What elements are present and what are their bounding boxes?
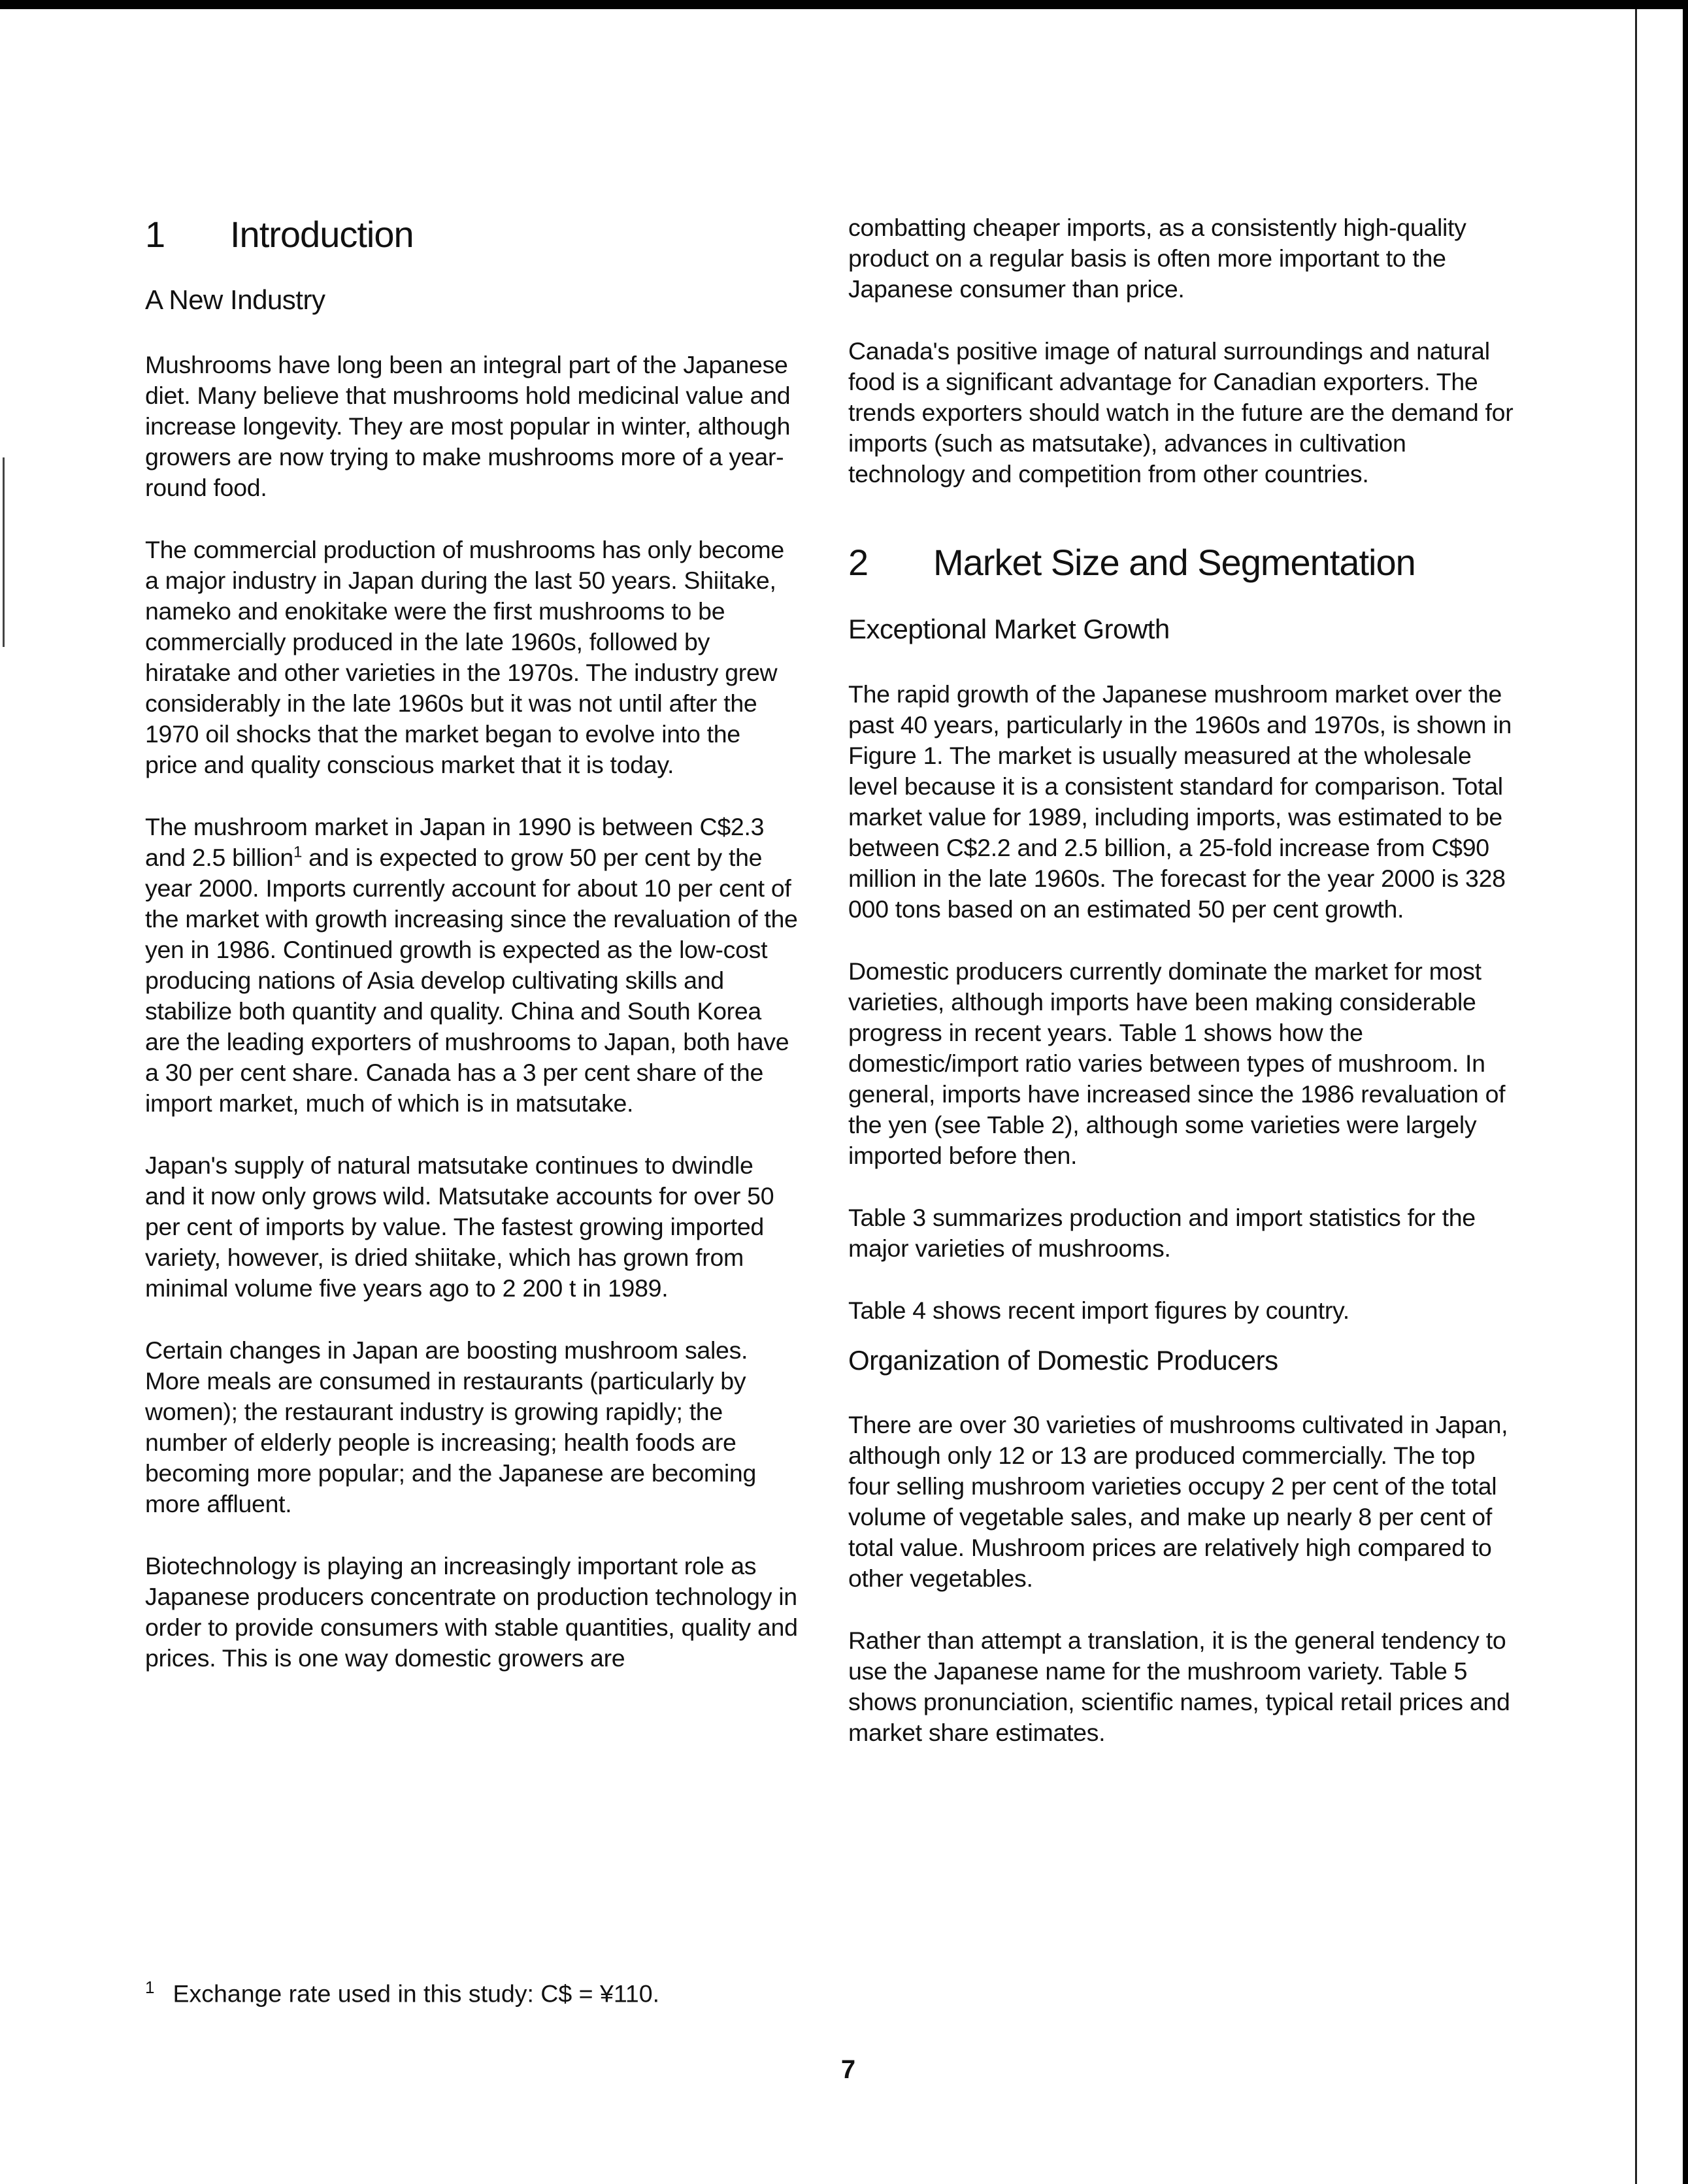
scan-top-border <box>0 0 1688 9</box>
footnote <box>145 1972 799 2010</box>
section-2-heading <box>848 540 1515 584</box>
footnote-text: Exchange rate used in this study: C$ = ¥110. <box>173 1979 660 2008</box>
paragraph: Domestic producers currently dominate the market for most varieties, although imports have been making considerable progress in recent years. Table 1 shows how the domestic/import ratio varies between types of mushroom. In general, imports have increased since the 1986 revaluation of the yen (see Table 2), although some varieties were largely imported before then. <box>848 957 1506 1169</box>
paragraph: Canada's positive image of natural surroundings and natural food is a significant advantage for Canadian exporters. The trends exporters should watch in the future are the demand for imports (such as matsutake), advances in cultivation technology and competition from other countries. <box>848 337 1514 488</box>
paragraph-with-footnote <box>145 812 799 1119</box>
paragraph: combatting cheaper imports, as a consistently high-quality product on a regular basis is often more important to the Japanese consumer than price. <box>848 214 1466 303</box>
section-1-heading <box>145 212 799 256</box>
scan-right-border <box>1683 0 1688 2184</box>
paragraph: Table 4 shows recent import figures by country. <box>848 1296 1349 1324</box>
section-number: 2 <box>848 542 869 583</box>
right-column <box>848 212 1515 1748</box>
paragraph: The commercial production of mushrooms has only become a major industry in Japan during the last 50 years. Shiitake, nameko and enokitake were the first mushrooms to be commercially produced in the late 1960s, followed by hiratake and other varieties in the 1970s. The industry grew considerably in the late 1960s but it was not until after the 1970 oil shocks that the market began to evolve into the price and quality conscious market that it is today. <box>145 535 784 778</box>
page-number: 7 <box>840 2055 856 2084</box>
paragraph: Certain changes in Japan are boosting mushroom sales. More meals are consumed in restaurants (particularly by women); the restaurant industry is growing rapidly; the number of elderly people is increasing; health foods are becoming more popular; and the Japanese are becoming more affluent. <box>145 1336 757 1517</box>
paragraph: Japan's supply of natural matsutake continues to dwindle and it now only grows wild. Matsutake accounts for over 50 per cent of imports by value. The fastest growing imported variety, however, is dried shiitake, which has grown from minimal volume five years ago to 2 200 t in 1989. <box>145 1151 774 1302</box>
section-number: 1 <box>145 214 165 255</box>
paragraph: Rather than attempt a translation, it is the general tendency to use the Japanese name for the mushroom variety. Table 5 shows pronunciation, scientific names, typical retail prices and market share estimates. <box>848 1626 1510 1746</box>
scan-left-mark <box>3 457 5 647</box>
footnote-mark: 1 <box>145 1977 155 1997</box>
paragraph-text: The mushroom market in Japan in 1990 is between C$2.3 and 2.5 billion <box>145 812 765 871</box>
subsection-heading: Exceptional Market Growth <box>848 614 1170 645</box>
paragraph: Biotechnology is playing an increasingly important role as Japanese producers concentrate on production technology in order to provide consumers with stable quantities, quality and prices. This is one way domestic growers are <box>145 1551 798 1672</box>
paragraph: Table 3 summarizes production and import statistics for the major varieties of mushrooms. <box>848 1203 1476 1262</box>
scan-right-line <box>1635 9 1637 2184</box>
section-title: Introduction <box>230 214 414 255</box>
subsection-heading: Organization of Domestic Producers <box>848 1344 1278 1376</box>
left-column <box>145 212 799 1674</box>
section-title: Market Size and Segmentation <box>933 542 1415 583</box>
paragraph: Mushrooms have long been an integral part of the Japanese diet. Many believe that mushrooms hold medicinal value and increase longevity. They are most popular in winter, although growers are now trying to make mushrooms more of a year-round food. <box>145 350 791 501</box>
footnote-reference: 1 <box>293 843 302 861</box>
paragraph-text: and is expected to grow 50 per cent by the year 2000. Imports currently account for about 10 per cent of the market with growth increasing since the revaluation of the yen in 1986. Continued growth is expected as the low-cost producing nations of Asia develop cultivating skills and stabilize both quantity and quality. China and South Korea are the leading exporters of mushrooms to Japan, both have a 30 per cent share. Canada has a 3 per cent share of the import market, much of which is in matsutake. <box>145 843 798 1117</box>
paragraph: There are over 30 varieties of mushrooms cultivated in Japan, although only 12 or 13 are produced commercially. The top four selling mushroom varieties occupy 2 per cent of the total volume of vegetable sales, and make up nearly 8 per cent of total value. Mushroom prices are relatively high compared to other vegetables. <box>848 1410 1508 1592</box>
subsection-heading: A New Industry <box>145 284 325 316</box>
paragraph: The rapid growth of the Japanese mushroom market over the past 40 years, particularly in the 1960s and 1970s, is shown in Figure 1. The market is usually measured at the wholesale level because it is a consistent standard for comparison. Total market value for 1989, including imports, was estimated to be between C$2.2 and 2.5 billion, a 25-fold increase from C$90 million in the late 1960s. The forecast for the year 2000 is 328 000 tons based on an estimated 50 per cent growth. <box>848 680 1512 923</box>
